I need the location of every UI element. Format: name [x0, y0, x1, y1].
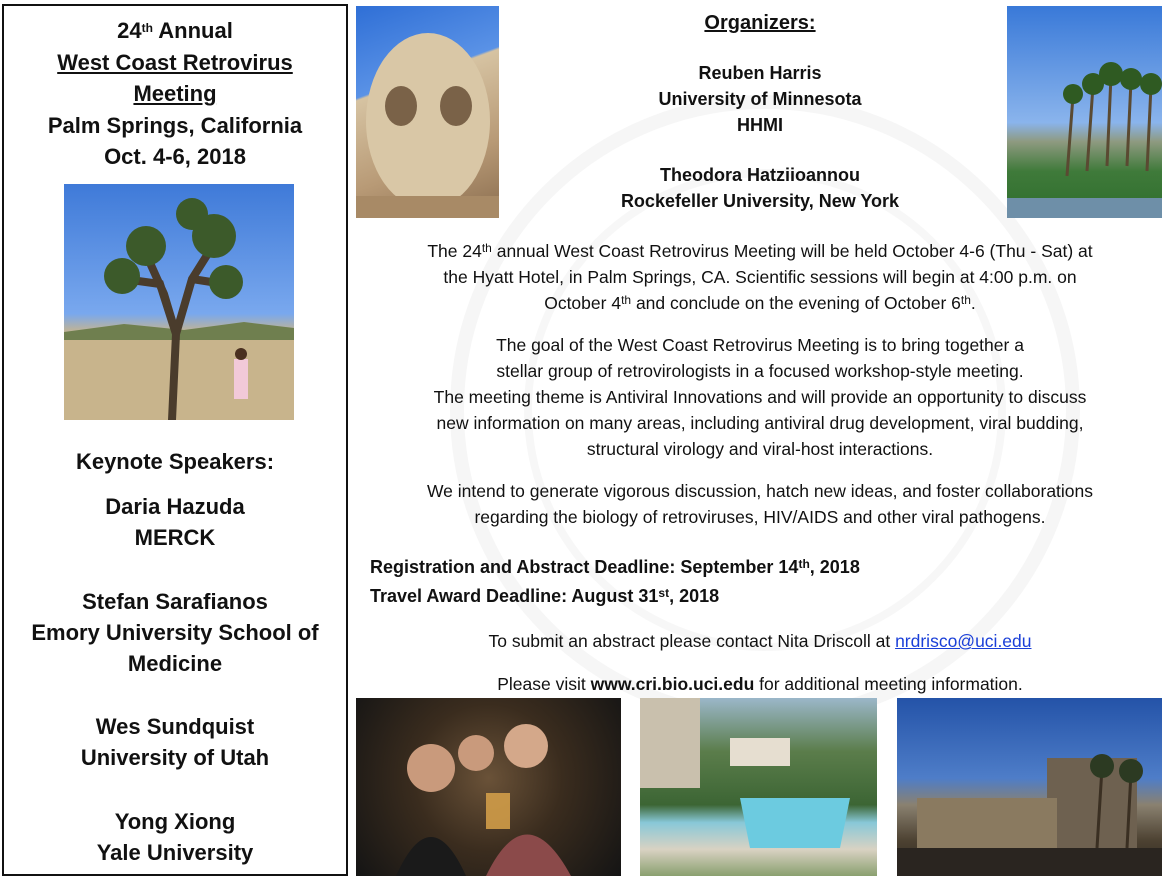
- intent-paragraph: We intend to generate vigorous discussion, hatch new ideas, and foster collaborations regarding the biology of retroviruses, HIV/AIDS and other viral pathogens.: [426, 481, 1094, 527]
- website-url: www.cri.bio.uci.edu: [590, 674, 755, 694]
- hotel-pool-photo: [640, 698, 877, 876]
- speaker-2-name: Stefan Sarafianos: [82, 589, 268, 614]
- organizer-1-name: Reuben Harris: [698, 63, 822, 83]
- organizer-1-affiliation-2: HHMI: [737, 115, 783, 135]
- attendees-photo: [356, 698, 621, 876]
- skull-rock-photo: [356, 6, 499, 218]
- meeting-location: Palm Springs, California: [47, 113, 303, 138]
- speaker-4-affiliation: Yale University: [96, 840, 254, 865]
- organizers-heading: Organizers:: [704, 12, 816, 34]
- meeting-title-line1: 24th Annual: [117, 18, 233, 43]
- registration-deadline: Registration and Abstract Deadline: September 14th, 2018: [370, 557, 860, 577]
- speaker-3-affiliation: University of Utah: [80, 745, 270, 770]
- organizer-1-affiliation: University of Minnesota: [658, 89, 862, 109]
- speaker-1-name: Daria Hazuda: [105, 494, 245, 519]
- palm-trees-photo: [1007, 6, 1162, 218]
- contact-email-link[interactable]: nrdrisco@uci.edu: [895, 631, 1032, 651]
- travel-award-deadline: Travel Award Deadline: August 31st, 2018: [370, 586, 720, 606]
- meeting-dates: Oct. 4-6, 2018: [104, 144, 246, 169]
- goal-paragraph: The goal of the West Coast Retrovirus Meeting is to bring together a stellar group of retrovirologists in a focused workshop-style meeting. The meeting theme is Antiviral Innovations and will provide an opportunity to discuss new information on many areas, including antiviral drug development, viral budding, structural virology and viral-host interactions.: [433, 335, 1087, 459]
- visit-website-line: Please visit www.cri.bio.uci.edu for additional meeting information.: [497, 674, 1023, 694]
- keynote-heading: Keynote Speakers:: [75, 449, 275, 474]
- hotel-exterior-photo: [897, 698, 1162, 876]
- organizer-2-affiliation: Rockefeller University, New York: [620, 191, 900, 211]
- speaker-3-name: Wes Sundquist: [95, 714, 255, 739]
- intro-paragraph: The 24th annual West Coast Retrovirus Meeting will be held October 4-6 (Thu - Sat) at the Hyatt Hotel, in Palm Springs, CA. Scientific sessions will begin at 4:00 p.m. on October 4th and conclude on the evening of October 6th.: [427, 241, 1093, 313]
- organizer-2-name: Theodora Hatziioannou: [660, 165, 860, 185]
- speaker-2-affiliation-cont: Medicine: [127, 651, 223, 676]
- left-info-panel: [2, 4, 348, 876]
- speaker-2-affiliation: Emory University School of: [31, 620, 319, 645]
- meeting-title-line2: West Coast Retrovirus: [57, 50, 293, 75]
- joshua-tree-photo: [64, 184, 294, 420]
- meeting-title-line3: Meeting: [133, 81, 217, 106]
- speaker-1-affiliation: MERCK: [134, 525, 216, 550]
- submit-abstract-line: To submit an abstract please contact Nita Driscoll at nrdrisco@uci.edu: [488, 631, 1032, 651]
- speaker-4-name: Yong Xiong: [114, 809, 236, 834]
